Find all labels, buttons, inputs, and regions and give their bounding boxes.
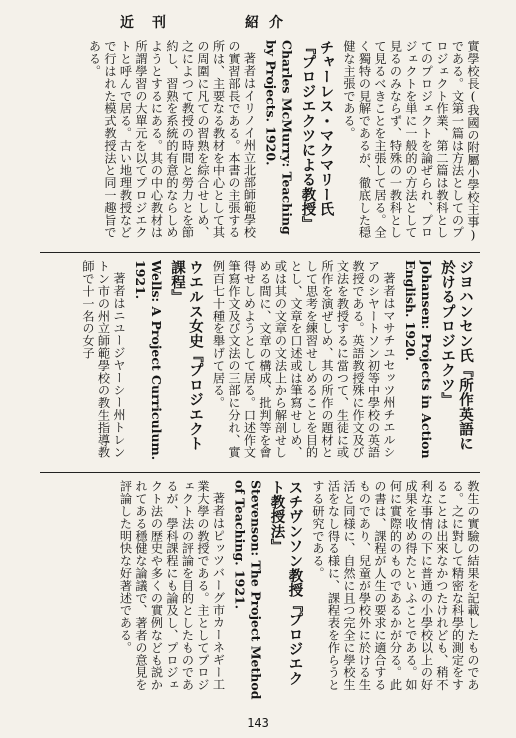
- book-citation-stevenson: Stevenson: The Project Method of Teaching. 1921.: [232, 480, 264, 700]
- tier-divider: [40, 472, 480, 473]
- book-title-mcmurry: チャーレス・マクマリー氏『プロジエクツによる教授』: [299, 40, 334, 232]
- tier-divider: [40, 252, 480, 253]
- continued-paragraph: 實學校長(我國の附屬小學校主事)である。文第一篇は方法としてのプロジェクト作業、第二篇は教科としてのプロジェクトを論ぜられ、プロジェクトを単に一般的の方法として見るのみならず、特殊の一教科として見るべきことを主張して居る。全く獨特の見解であるが、徹底した穏健な主張である。: [342, 40, 480, 242]
- book-title-wells: ウエルス女史『プロジエクト課程』: [169, 260, 203, 452]
- review-paragraph-wells: 著者はニユージヤーシー州トレントン市の州立師範學校の教生指導教師で十一名の女子: [81, 260, 126, 459]
- book-citation-wells: Wells: A Project Curriculum. 1921.: [133, 260, 164, 461]
- page-header: [0, 8, 516, 34]
- page-number: 143: [247, 716, 269, 730]
- review-paragraph-mcmurry: 著者はイリノイ州立北部師範學校の實習部長である。本書の主張する所は、主要なる教材を中心として其の周圍に凡ての習熟を綜合せしめ、之によつて教授の時間と勞力とを節約し、習熟を系統的有意的ならしめようとするにある。其の中心教材は所謂學習の大單元を以てプロジエクトと呼んで居る。古い地理教授などで行はれた模式教授法と同一趣旨である。: [87, 40, 257, 239]
- review-paragraph-johansen: 著者はマサチユセッツ州チエルシアのシヤートソン初等中學校の英語教授である。英語教授殊に作文及び文法を教授するに當つて、生徒に或所作を演ぜしめ、其の所作の題材として思考を練習せしめることを目的とし、文章を口述或は筆寫せしめ、或は其の文章の文法上から解剖せしめる間に、文章の構成、批判等を會得せしめようとして居る。口述作文筆寫作文及び文法の三部に分れ、實例百七十種を舉げて居る。: [211, 260, 396, 459]
- continued-paragraph-wells: 教生の實驗の結果を記載したものである。之に對して精密な科學的測定をすることは出來なかつたけれども、稍不利な事情の下に普通の小學校以上の好成果を收め得たといふことである。如何に實際的のものであるかが分る。此の書は、課程が人生の要求に適合するものであり、兒童が學校外に於ける生活と同様に、自然に且つ完全に學校生活をなし得る様に、課程表を作らうとする研究である。: [311, 480, 480, 691]
- review-paragraph-stevenson: 著者はピッツバーグ市カーネギー工業大學の教授である。主としてプロジェクト法の評論を目的としたものであるが、學科課程にも論及し、プロジェクト法の歴史や多くの實例なども説かれてある穩健な論議で、著者の意見を評論した明快な好著述である。: [118, 480, 226, 691]
- running-head-left: 近刊: [120, 15, 184, 31]
- book-citation-johansen: Johansen: Projects in Action English. 1920.: [403, 260, 434, 459]
- text-tier-bottom: [40, 480, 480, 700]
- book-title-johansen: ジヨハンセン氏『所作英語に於けるプロジエクツ』: [439, 260, 473, 452]
- book-title-stevenson: スチヴンソン教授『プロジエクト教授法』: [268, 480, 303, 686]
- running-head-right: 紹介: [245, 15, 293, 31]
- book-citation-mcmurry: Charles McMurry: Teaching by Projects. 1920.: [263, 40, 295, 235]
- text-tier-middle: [40, 260, 480, 465]
- text-tier-top: [40, 40, 480, 245]
